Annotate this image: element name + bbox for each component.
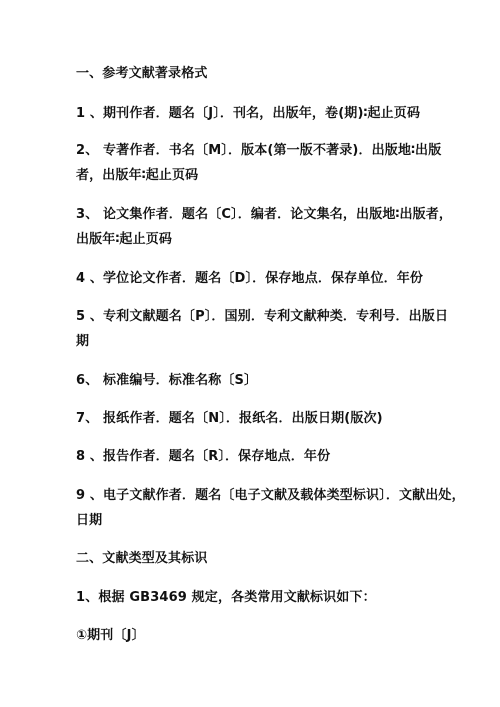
section-heading-doc-types: 二、文献类型及其标识 (76, 551, 208, 566)
citation-rule-newspaper: 7、 报纸作者．题名〔N〕．报纸名．出版日期(版次) (76, 411, 383, 426)
citation-rule-monograph: 2、 专著作者．书名〔M〕．版本(第一版不著录)．出版地∶出版 (76, 143, 442, 158)
doc-type-item-journal: ①期刊〔J〕 (76, 628, 145, 643)
citation-rule-electronic: 9 、电子文献作者．题名〔电子文献及载体类型标识〕．文献出处， (76, 488, 465, 503)
doc-type-intro: 1、根据 GB3469 规定，各类常用文献标识如下： (76, 590, 376, 605)
citation-rule-patent: 5 、专利文献题名〔P〕．国别．专利文献种类．专利号．出版日 (76, 309, 449, 324)
citation-rule-electronic-cont: 日期 (76, 513, 103, 528)
citation-rule-patent-cont: 期 (76, 334, 90, 349)
citation-rule-journal: 1 、期刊作者．题名〔J〕．刊名，出版年，卷(期)∶起止页码 (76, 106, 421, 121)
section-heading-citation-format: 一、参考文献著录格式 (76, 66, 208, 81)
citation-rule-standard: 6、 标准编号．标准名称〔S〕 (76, 373, 258, 388)
citation-rule-monograph-cont: 者，出版年∶起止页码 (76, 168, 199, 183)
citation-rule-report: 8 、报告作者．题名〔R〕．保存地点．年份 (76, 449, 331, 464)
citation-rule-thesis: 4 、学位论文作者．题名〔D〕．保存地点．保存单位．年份 (76, 271, 424, 286)
citation-rule-proceedings-cont: 出版年∶起止页码 (76, 232, 173, 247)
citation-rule-proceedings: 3、 论文集作者．题名〔C〕．编者．论文集名，出版地∶出版者， (76, 207, 453, 222)
